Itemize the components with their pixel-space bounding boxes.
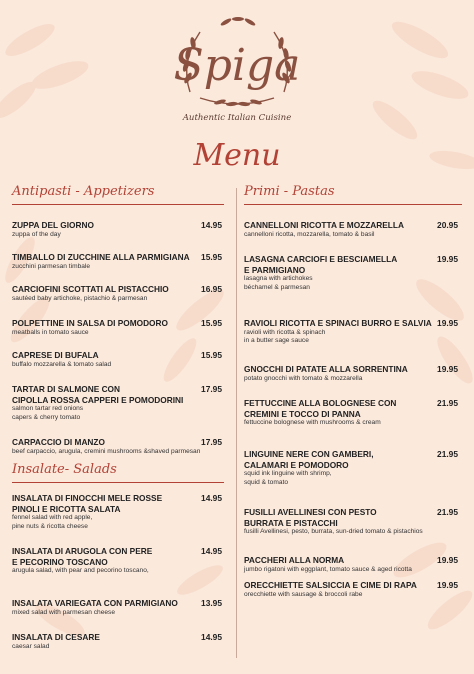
menu-item-price: 14.95 [201,493,222,503]
menu-item [244,254,397,293]
section-rule [12,482,224,483]
menu-item-description: arugula salad, with pear and pecorino toscano, [12,567,149,574]
menu-item [244,555,412,574]
menu-item-name: INSALATA DI CESARE [12,632,100,642]
menu-item-description: orecchiette with sausage & broccoli rabe [244,590,363,598]
menu-item-price: 19.95 [437,254,458,264]
menu-item-price: 19.95 [437,364,458,374]
menu-item-name: CARPACCIO DI MANZO [12,437,105,447]
menu-item [244,398,396,428]
menu-item [12,632,100,651]
menu-item [12,350,111,369]
section-title-antipasti: Antipasti - Appetizers [12,184,155,199]
menu-item-price: 17.95 [201,437,222,447]
column-divider [236,188,237,658]
tagline: Authentic Italian Cuisine [182,113,292,123]
menu-item-description: jumbo rigatoni with eggplant, tomato sauce & aged ricotta [244,565,412,573]
menu-item-description: béchamel & parmesan [244,283,310,291]
menu-item-name: INSALATA DI FINOCCHI MELE ROSSE [12,493,163,503]
menu-item-name: FETTUCCINE ALLA BOLOGNESE CON [244,398,397,408]
menu-item-price: 17.95 [201,384,222,394]
menu-item-name: INSALATA DI ARUGOLA CON PERE [12,546,153,556]
menu-item-name: CARCIOFINI SCOTTATI AL PISTACCHIO [12,284,169,294]
menu-item-description: cannelloni ricotta, mozzarella, tomato & basil [244,230,375,238]
menu-item-description: caesar salad [12,642,50,650]
menu-item [12,437,200,456]
menu-item-description: fennel salad with red apple, [12,514,93,521]
menu-item-name: GNOCCHI DI PATATE ALLA SORRENTINA [244,364,408,374]
menu-item-description: zuppa of the day [12,230,61,238]
menu-item [244,449,374,488]
menu-item-description: ravioli with ricotta & spinach [244,328,326,336]
menu-item-price: 16.95 [201,284,222,294]
menu-item-price: 14.95 [201,632,222,642]
menu-item-name: INSALATA VARIEGATA CON PARMIGIANO [12,598,178,608]
menu-item-name: CAPRESE DI BUFALA [12,350,99,360]
menu-item-price: 15.95 [201,252,222,262]
menu-item-name: POLPETTINE IN SALSA DI POMODORO [12,318,168,328]
menu-item [12,220,94,239]
menu-item-description: beef carpaccio, arugula, cremini mushrooms &shaved parmesan [12,447,201,455]
menu-item [12,252,190,271]
menu-item-name: ZUPPA DEL GIORNO [12,220,94,230]
menu-item [12,384,183,423]
brand-logo-text: Spiga [173,40,301,91]
menu-item-name: BURRATA E PISTACCHI [244,517,338,528]
menu-item-name: PACCHERI ALLA NORMA [244,555,345,565]
menu-item-price: 19.95 [437,318,458,328]
menu-item-price: 13.95 [201,598,222,608]
section-title-insalate: Insalate- Salads [12,462,117,477]
menu-item-name: E PECORINO TOSCANO [12,556,108,567]
menu-item [12,546,152,576]
menu-item-name: TARTAR DI SALMONE CON [12,384,121,394]
menu-item-description: squid & tomato [244,478,288,486]
menu-item-name: LASAGNA CARCIOFI E BESCIAMELLA [244,254,398,264]
menu-item-price: 14.95 [201,220,222,230]
menu-item [12,598,178,617]
menu-item [244,220,404,239]
menu-item-description: salmon tartar red onions [12,405,84,412]
menu-item-price: 21.95 [437,507,458,517]
menu-title: Menu [193,138,281,173]
menu-item-description: fettuccine bolognese with mushrooms & cream [244,419,381,426]
menu-item-description: fusilli Avellinesi, pesto, burrata, sun-dried tomato & pistachios [244,528,423,535]
menu-item-price: 14.95 [201,546,222,556]
menu-item-name: FUSILLI AVELLINESI CON PESTO [244,507,377,517]
section-rule [244,204,462,205]
menu-item-name: LINGUINE NERE CON GAMBERI, [244,449,374,459]
menu-item-price: 21.95 [437,449,458,459]
section-rule [12,204,224,205]
menu-item-price: 21.95 [437,398,458,408]
menu-item-description: squid ink linguine with shrimp, [244,470,332,477]
menu-item-name: E PARMIGIANO [244,264,306,275]
menu-item [244,507,423,537]
menu-item-price: 15.95 [201,318,222,328]
menu-item-description: mixed salad with parmesan cheese [12,608,115,616]
menu-item-description: buffalo mozzarella & tomato salad [12,360,112,368]
menu-item-price: 19.95 [437,580,458,590]
menu-item [12,284,169,303]
menu-item-description: pine nuts & ricotta cheese [12,522,88,530]
menu-item-name: CALAMARI E POMODORO [244,459,349,470]
menu-item-description: potato gnocchi with tomato & mozzarella [244,374,363,382]
menu-item-price: 20.95 [437,220,458,230]
menu-item [244,364,408,383]
menu-item-description: in a butter sage sauce [244,337,309,345]
menu-item-price: 19.95 [437,555,458,565]
section-title-primi: Primi - Pastas [244,184,335,199]
menu-item-name: PINOLI E RICOTTA SALATA [12,503,121,514]
menu-item-name: CANNELLONI RICOTTA E MOZZARELLA [244,220,404,230]
menu-item-name: TIMBALLO DI ZUCCHINE ALLA PARMIGIANA [12,252,190,262]
menu-item [12,493,162,532]
menu-item-name: RAVIOLI RICOTTA E SPINACI BURRO E SALVIA [244,318,432,328]
menu-item [244,580,417,599]
menu-item-description: capers & cherry tomato [12,413,81,421]
menu-item-description: sautéed baby artichoke, pistachio & parmesan [12,294,148,302]
menu-item [12,318,168,337]
menu-item-name: ORECCHIETTE SALSICCIA E CIME DI RAPA [244,580,417,590]
menu-item-description: lasagna with artichokes [244,275,313,282]
menu-item-price: 15.95 [201,350,222,360]
menu-item-description: zucchini parmesan timbale [12,262,91,270]
menu-item-name: CREMINI E TOCCO DI PANNA [244,408,361,419]
menu-item-description: meatballs in tomato sauce [12,328,89,336]
menu-item-name: CIPOLLA ROSSA CAPPERI E POMODORINI [12,394,184,405]
menu-item [244,318,432,346]
